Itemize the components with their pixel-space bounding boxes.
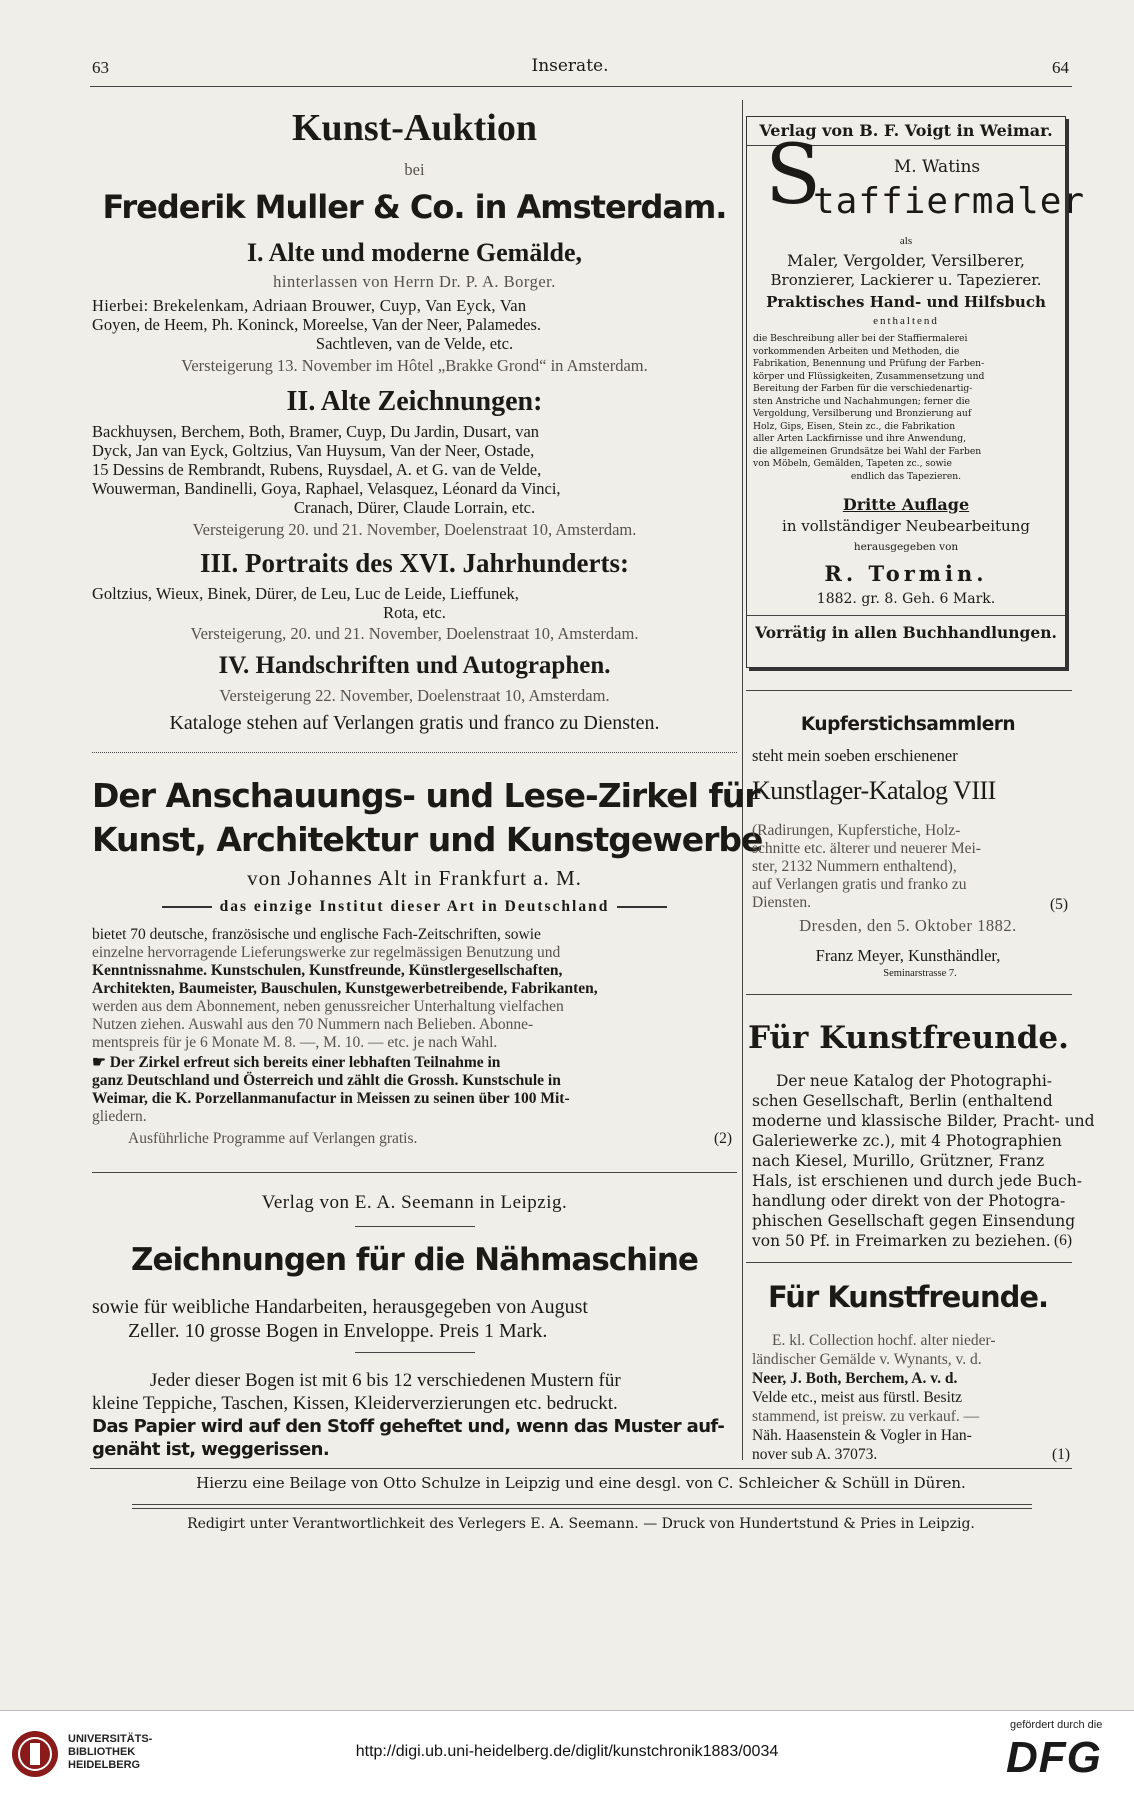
ad6-line5: stammend, ist preisw. zu verkauf. — [752, 1408, 980, 1425]
box-als: als [899, 235, 913, 247]
digitization-footer-bar [0, 1710, 1134, 1795]
ad1-section1-line3: Sachtleven, van de Velde, etc. [315, 334, 514, 353]
box-rule [747, 615, 1065, 616]
box-editor: R. Tormin. [824, 561, 988, 586]
box-edited-by: herausgegeben von [853, 541, 959, 553]
ad2-byline: von Johannes Alt in Frankfurt a. M. [247, 866, 582, 890]
footer-rule-thin [132, 1508, 1032, 1509]
ad5-line6: Hals, ist erschienen und durch jede Buch- [752, 1172, 1082, 1190]
ad5-line4: Galeriewerke zc.), mit 4 Photographien [752, 1132, 1062, 1150]
ad2-line4: Architekten, Baumeister, Bauschulen, Kunstgewerbetreibende, Fabrikanten, [92, 980, 598, 997]
ad2-motto-text: das einzige Institut dieser Art in Deutschland [219, 898, 610, 915]
footer-rule [90, 1468, 1072, 1469]
ad-separator [92, 752, 737, 753]
ad6-line3: Neer, J. Both, Berchem, A. v. d. [752, 1370, 958, 1387]
ad4-catalog-title: Kunstlager-Katalog VIII [752, 776, 996, 805]
ad4-line6: Diensten. [752, 894, 811, 911]
ad4-line1: steht mein soeben erschienener [752, 746, 958, 765]
box-edition: Dritte Auflage [842, 495, 970, 514]
box-line4: enthaltend [873, 315, 939, 327]
ad1-firm: Frederik Muller & Co. in Amsterdam. [102, 188, 727, 226]
ad4-date: Dresden, den 5. Oktober 1882. [799, 916, 1017, 935]
running-title: Inserate. [531, 56, 609, 76]
university-seal-icon [10, 1729, 60, 1779]
box-desc1: die Beschreibung aller bei der Staffiermalerei [753, 333, 968, 344]
ad5-number: (6) [1054, 1232, 1073, 1249]
funded-by-label: gefördert durch die [1010, 1719, 1103, 1731]
ad1-section2-title: II. Alte Zeichnungen: [286, 386, 543, 417]
ad5-line8: phischen Gesellschaft gegen Einsendung [752, 1212, 1076, 1230]
ad5-title: Für Kunstfreunde. [748, 1020, 1069, 1056]
ad1-bei: bei [404, 160, 425, 179]
ad5-line2: schen Gesellschaft, Berlin (enthaltend [752, 1092, 1053, 1110]
short-rule [355, 1352, 475, 1353]
ad-separator [92, 1172, 737, 1173]
ad1-section3-line2: Rota, etc. [383, 603, 446, 622]
ad2-line12: Ausführliche Programme auf Verlangen gratis. [128, 1130, 418, 1147]
ad4-line2: (Radirungen, Kupferstiche, Holz- [752, 822, 961, 839]
ad1-section2-line3: 15 Dessins de Rembrandt, Rubens, Ruysdael, A. et G. van de Velde, [92, 460, 542, 479]
box-desc7: Vergoldung, Versilberung und Bronzierung auf [753, 408, 972, 419]
library-name [68, 1733, 152, 1772]
ad4-title: Kupferstichsammlern [800, 714, 1016, 735]
source-url-link[interactable]: http://digi.ub.uni-heidelberg.de/diglit/kunstchronik1883/0034 [355, 1743, 779, 1760]
ad5-line9: von 50 Pf. in Freimarken zu beziehen. [752, 1232, 1051, 1250]
ad2-line3: Kenntnissnahme. Kunstschulen, Kunstfreunde, Künstlergesellschaften, [92, 962, 563, 979]
ad3-line6: genäht ist, weggerissen. [92, 1439, 330, 1460]
ad6-line1: E. kl. Collection hochf. alter nieder- [772, 1332, 996, 1349]
ad2-line9: ganz Deutschland und Österreich und zählt die Grossh. Kunstschule in [92, 1072, 561, 1089]
footer-rule-thin [132, 1504, 1032, 1505]
box-desc12: endlich das Tapezieren. [850, 470, 962, 482]
ad1-catalog-note: Kataloge stehen auf Verlangen gratis und franco zu Diensten. [169, 712, 660, 734]
ad2-title-line2: Kunst, Architektur und Kunstgewerbe [92, 820, 763, 859]
library-name-line2: BIBLIOTHEK [68, 1746, 136, 1758]
box-line3: Praktisches Hand- und Hilfsbuch [766, 293, 1046, 311]
ad3-line1: sowie für weibliche Handarbeiten, herausgegeben von August [92, 1296, 588, 1318]
box-stock: Vorrätig in allen Buchhandlungen. [755, 623, 1057, 642]
box-desc11: von Möbeln, Gemälden, Tapeten zc., sowie [753, 458, 952, 469]
page-number-right: 64 [1052, 58, 1069, 77]
box-desc6: sten Anstriche und Nachahmungen; ferner die [753, 395, 970, 407]
ad6-line7: nover sub A. 37073. [752, 1446, 878, 1463]
dfg-logo: DFG [1006, 1733, 1102, 1782]
ad2-line8 [92, 1054, 500, 1072]
ad6-number: (1) [1052, 1446, 1071, 1463]
ad5-line3: moderne und klassische Bilder, Pracht- und [752, 1112, 1095, 1130]
ad1-section2-line4: Wouwerman, Bandinelli, Goya, Raphael, Velasquez, Léonard da Vinci, [92, 479, 561, 498]
ad1-section2-date: Versteigerung 20. und 21. November, Doelenstraat 10, Amsterdam. [192, 520, 637, 539]
box-desc2: vorkommenden Arbeiten und Methoden, die [753, 345, 960, 357]
short-rule [355, 1226, 475, 1227]
box-desc3: Fabrikation, Benennung und Prüfung der Farben- [753, 358, 985, 369]
box-edition-note: in vollständiger Neubearbeitung [782, 517, 1030, 535]
ad4-signature: Franz Meyer, Kunsthändler, [815, 946, 1001, 965]
box-line2: Bronzierer, Lackierer u. Tapezierer. [770, 271, 1042, 289]
ad1-section4-date: Versteigerung 22. November, Doelenstraat 10, Amsterdam. [219, 686, 610, 705]
ad5-line1: Der neue Katalog der Photographi- [776, 1072, 1053, 1090]
ad2-line1: bietet 70 deutsche, französische und englische Fach-Zeitschriften, sowie [92, 926, 541, 943]
ad6-title: Für Kunstfreunde. [767, 1280, 1049, 1314]
ad4-number: (5) [1050, 896, 1069, 913]
library-name-line3: HEIDELBERG [68, 1759, 141, 1771]
ad1-section1-date: Versteigerung 13. November im Hôtel „Brakke Grond“ in Amsterdam. [181, 356, 648, 375]
ad5-line7: handlung oder direkt von der Photogra- [752, 1192, 1066, 1210]
ad2-line11: gliedern. [92, 1108, 147, 1125]
ad2-number: (2) [714, 1130, 733, 1147]
ad5-line5: nach Kiesel, Murillo, Grützner, Franz [752, 1152, 1045, 1170]
ad3-line4: kleine Teppiche, Taschen, Kissen, Kleiderverzierungen etc. bedruckt. [92, 1393, 618, 1414]
box-initial-s: S [765, 128, 822, 223]
ad1-section2-line1: Backhuysen, Berchem, Both, Bramer, Cuyp, Du Jardin, Dusart, van [92, 422, 540, 441]
ad2-line10: Weimar, die K. Porzellanmanufactur in Meissen zu seinen über 100 Mit- [92, 1090, 570, 1107]
ad4-line4: ster, 2132 Nummern enthaltend), [752, 858, 957, 875]
ad1-section3-line1: Goltzius, Wieux, Binek, Dürer, de Leu, Luc de Leide, Lieffunek, [92, 584, 519, 603]
ad-separator [746, 1262, 1072, 1263]
box-author: M. Watins [893, 157, 981, 177]
ad3-publisher: Verlag von E. A. Seemann in Leipzig. [261, 1192, 568, 1213]
ad-separator [746, 994, 1072, 995]
ad2-line2: einzelne hervorragende Lieferungswerke zur regelmässigen Benutzung und [92, 944, 561, 961]
ad1-section1-line1: Hierbei: Brekelenkam, Adriaan Brouwer, Cuyp, Van Eyck, Van [92, 296, 527, 315]
ad4-address: Seminarstrasse 7. [883, 968, 957, 979]
ad6-line4: Velde etc., meist aus fürstl. Besitz [752, 1389, 963, 1406]
box-desc5: Bereitung der Farben für die verschiedenartig- [753, 383, 973, 394]
ad6-line6: Näh. Haasenstein & Vogler in Han- [752, 1427, 972, 1444]
box-price: 1882. gr. 8. Geh. 6 Mark. [816, 591, 996, 607]
library-name-line1: UNIVERSITÄTS- [68, 1733, 153, 1745]
ad1-section1-line2: Goyen, de Heem, Ph. Koninck, Moreelse, Van der Neer, Palamedes. [92, 315, 541, 334]
box-title: taffiermaler [813, 181, 1086, 222]
ad1-section1-title: I. Alte und moderne Gemälde, [246, 238, 583, 267]
beilage-note: Hierzu eine Beilage von Otto Schulze in Leipzig und eine desgl. von C. Schleicher & Schüll in Düren. [196, 1474, 966, 1492]
motto-dash-right [617, 906, 667, 908]
pointing-hand-icon: ☛ [92, 1054, 110, 1071]
ad3-line5: Das Papier wird auf den Stoff geheftet und, wenn das Muster auf- [92, 1416, 725, 1437]
ad2-motto [92, 898, 737, 916]
page-number-left: 63 [92, 58, 109, 77]
ad2-line5: werden aus dem Abonnement, neben genussreicher Unterhaltung vielfachen [92, 998, 564, 1015]
ad2-title-line1: Der Anschauungs- und Lese-Zirkel für [92, 776, 760, 815]
ad4-line3: schnitte etc. älterer und neuerer Mei- [752, 840, 981, 857]
ad2-line7: mentspreis für je 6 Monate M. 8. —, M. 10. — etc. je nach Wahl. [92, 1034, 498, 1051]
box-desc9: aller Arten Lackfirnisse und ihre Anwendung, [753, 433, 967, 444]
box-line1: Maler, Vergolder, Versilberer, [787, 251, 1025, 270]
ad1-section3-date: Versteigerung, 20. und 21. November, Doelenstraat 10, Amsterdam. [190, 624, 639, 643]
motto-dash-left [162, 906, 212, 908]
ad1-section2-line5: Cranach, Dürer, Claude Lorrain, etc. [293, 498, 536, 517]
ad3-title: Zeichnungen für die Nähmaschine [131, 1242, 698, 1278]
ad1-section1-sub: hinterlassen von Herrn Dr. P. A. Borger. [273, 272, 556, 291]
box-desc4: körper und Flüssigkeiten, Zusammensetzung und [753, 370, 985, 382]
box-publisher: Verlag von B. F. Voigt in Weimar. [759, 121, 1053, 140]
ad-staffiermaler-box [746, 116, 1086, 668]
header-rule [90, 86, 1072, 87]
ad1-title: Kunst-Auktion [292, 107, 537, 149]
box-desc10: die allgemeinen Grundsätze bei Wahl der Farben [753, 445, 982, 457]
imprint-note: Redigirt unter Verantwortlichkeit des Verlegers E. A. Seemann. — Druck von Hundertstund & Pries in Leipzig. [187, 1516, 975, 1532]
box-desc8: Holz, Gips, Eisen, Stein zc., die Fabrikation [753, 420, 956, 432]
ad6-line2: ländischer Gemälde v. Wynants, v. d. [752, 1351, 982, 1368]
ad3-line2: Zeller. 10 grosse Bogen in Enveloppe. Preis 1 Mark. [128, 1320, 548, 1342]
ad-separator [746, 690, 1072, 691]
ad1-section4-title: IV. Handschriften und Autographen. [218, 652, 611, 679]
ad2-line6: Nutzen ziehen. Auswahl aus den 70 Nummern nach Belieben. Abonne- [92, 1016, 534, 1033]
ad1-section2-line2: Dyck, Jan van Eyck, Goltzius, Van Huysum, Van der Neer, Ostade, [92, 441, 535, 460]
ad2-line8-text: Der Zirkel erfreut sich bereits einer lebhaften Teilnahme in [109, 1054, 501, 1071]
ad4-line5: auf Verlangen gratis und franko zu [752, 876, 967, 893]
ad3-line3: Jeder dieser Bogen ist mit 6 bis 12 verschiedenen Mustern für [150, 1370, 621, 1391]
ad1-section3-title: III. Portraits des XVI. Jahrhunderts: [199, 548, 629, 578]
